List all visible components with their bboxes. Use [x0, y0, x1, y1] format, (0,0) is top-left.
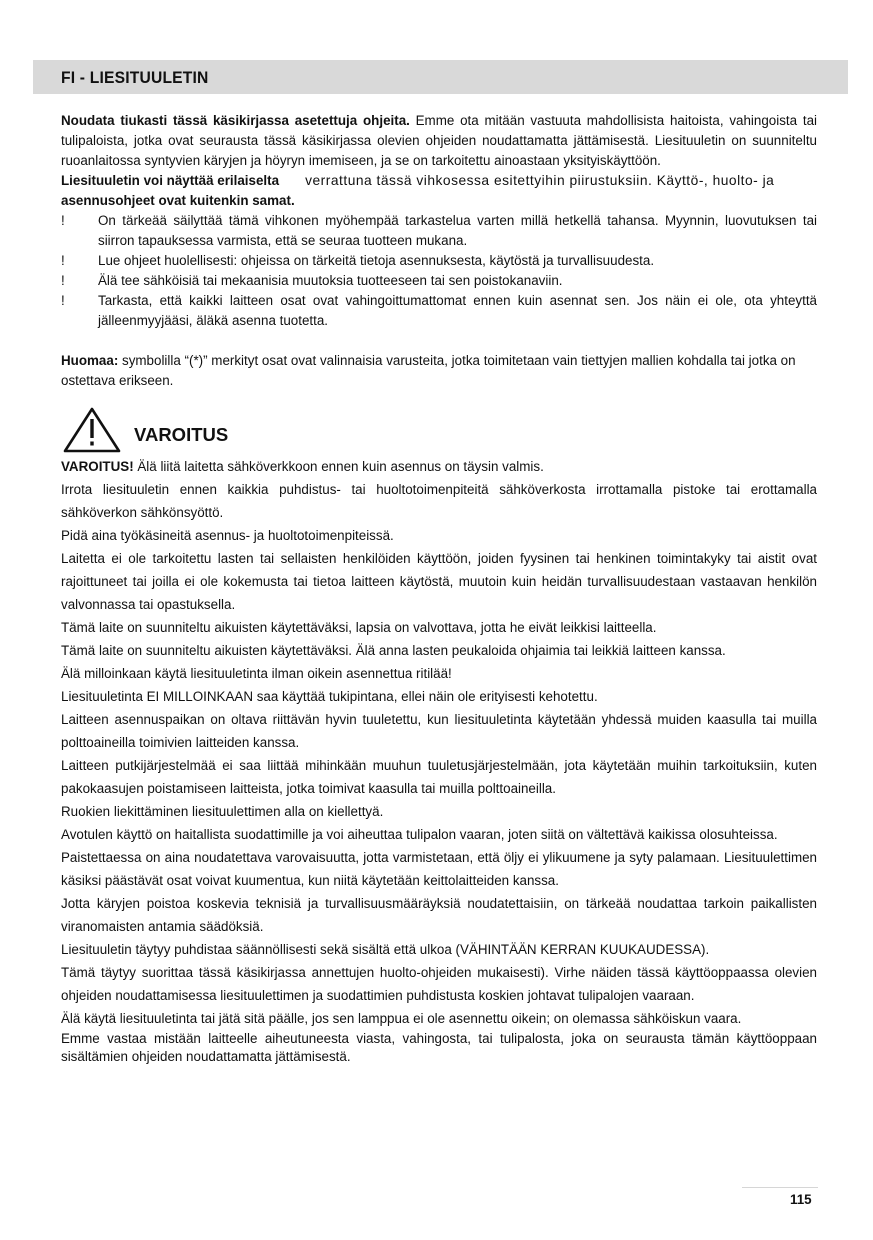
bullet-text: Lue ohjeet huolellisesti: ohjeissa on tärkeitä tietoja asennuksesta, käytöstä ja turvallisuudesta.	[98, 253, 655, 268]
warning-paragraph: Älä milloinkaan käytä liesituuletinta ilman oikein asennettua ritilää!	[61, 666, 452, 681]
intro-bold-lead: Noudata tiukasti tässä käsikirjassa asetettuja ohjeita.	[61, 113, 410, 128]
intro-second-bold-end: asennusohjeet ovat kuitenkin samat.	[61, 193, 295, 208]
section-title: FI - LIESITUULETIN	[61, 68, 209, 87]
intro-text: Emme ota mitään vastuuta mahdollisista haitoista, vahingoista tai tulipaloista, jotka ovat seurausta tässä käsikirjassa olevien ohjeiden noudattamatta jättämisestä. Liesituuletin on suunniteltu ruoanlaitossa syntyvien käryjen ja höyryn imemiseen, ja se on tarkoitettu ainoastaan yksityiskäyttöön.	[61, 113, 817, 168]
intro-paragraph	[61, 111, 817, 171]
intro-second-text: verrattuna tässä vihkosessa esitettyihin piirustuksiin. Käyttö-, huolto- ja	[305, 173, 775, 188]
warning-paragraph: Älä käytä liesituuletinta tai jätä sitä päälle, jos sen lamppua ei ole asennettu oikein; on olemassa sähköiskun vaara.	[61, 1011, 742, 1026]
intro-second-bold: Liesituuletin voi näyttää erilaiselta	[61, 173, 280, 188]
warning-paragraph: Irrota liesituuletin ennen kaikkia puhdistus- tai huoltotoimenpiteitä sähköverkosta irrottamalla pistoke tai erottamalla sähköverkon sähkönsyöttö.	[61, 482, 817, 520]
warning-heading	[61, 402, 817, 452]
warning-paragraph: Avotulen käyttö on haitallista suodattimille ja voi aiheuttaa tulipalon vaaran, joten siitä on vältettävä kaikissa olosuhteissa.	[61, 827, 778, 842]
bullet-text: Tarkasta, että kaikki laitteen osat ovat vahingoittumattomat ennen kuin asennat sen. Jos näin ei ole, ota yhteyttä jälleenmyyjääsi, äläkä asenna tuotetta.	[98, 293, 817, 328]
warning-paragraph: Laitteen putkijärjestelmää ei saa liittää mihinkään muuhun tuuletusjärjestelmään, jota käytetään muihin tarkoituksiin, kuten pakokaasujen poistamiseen laitteista, jotka toimivat kaasulla tai muilla polttoaineilla.	[61, 758, 817, 796]
bullet-item	[61, 291, 817, 331]
warning-paragraph: Laitetta ei ole tarkoitettu lasten tai sellaisten henkilöiden käyttöön, joiden fyysinen tai henkinen toimintakyky tai aistit ovat rajoittuneet tai joilla ei ole kokemusta tai tietoa laitteen käytöstä, muutoin kuin heidän turvallisuudestaan vastaavan henkilön valvonnassa tai opastuksella.	[61, 551, 817, 612]
section-header-band	[33, 60, 848, 94]
warning-paragraph: Tämä täytyy suorittaa tässä käsikirjassa annettujen huolto-ohjeiden mukaisesti). Virhe näiden tässä käyttöoppaassa olevien ohjeiden noudattamisessa liesituulettimen ja suodattimien puhdistusta koskien johtavat tulipalojen vaaraan.	[61, 965, 817, 1003]
exclamation-bullet-icon: !	[61, 253, 65, 268]
exclamation-bullet-icon: !	[61, 293, 65, 308]
warning-paragraph: Jotta käryjen poistoa koskevia teknisiä ja turvallisuusmääräyksiä noudatettaisiin, on tärkeää noudattaa tarkoin paikallisten viranomaisten antamia säädöksiä.	[61, 896, 817, 934]
warning-first-text: Älä liitä laitetta sähköverkkoon ennen kuin asennus on täysin valmis.	[133, 459, 544, 474]
warning-paragraph: Liesituuletin täytyy puhdistaa säännöllisesti sekä sisältä että ulkoa (VÄHINTÄÄN KERRAN KUUKAUDESSA).	[61, 942, 710, 957]
note-paragraph	[61, 351, 817, 391]
bullet-item	[61, 251, 817, 271]
warning-paragraph: Laitteen asennuspaikan on oltava riittävän hyvin tuuletettu, kun liesituuletinta käytetään yhdessä muiden kaasulla tai muilla polttoaineilla toimivien laitteiden kanssa.	[61, 712, 817, 750]
bullet-text: On tärkeää säilyttää tämä vihkonen myöhempää tarkastelua varten millä hetkellä tahansa. Myynnin, luovutuksen tai siirron tapauksessa varmista, että se seuraa tuotteen mukana.	[98, 213, 817, 248]
note-text: symbolilla “(*)” merkityt osat ovat valinnaisia varusteita, jotka toimitetaan vain tiettyjen mallien kohdalla tai jotka on ostettava erikseen.	[61, 353, 796, 388]
warning-title: VAROITUS	[134, 424, 229, 445]
intro-second-paragraph	[61, 171, 817, 211]
exclamation-bullet-icon: !	[61, 213, 65, 228]
warning-body	[61, 455, 817, 1066]
warning-paragraph: Tämä laite on suunniteltu aikuisten käytettäväksi, lapsia on valvottava, jotta he eivät leikkisi laitteella.	[61, 620, 657, 635]
warning-paragraph: Pidä aina työkäsineitä asennus- ja huoltotoimenpiteissä.	[61, 528, 394, 543]
bullet-item	[61, 211, 817, 251]
warning-paragraph: Tämä laite on suunniteltu aikuisten käytettäväksi. Älä anna lasten peukaloida ohjaimia tai leikkiä laitteen kanssa.	[61, 643, 726, 658]
warning-paragraph: Emme vastaa mistään laitteelle aiheutuneesta viasta, vahingosta, tai tulipalosta, joka on seurausta tämän käyttöoppaan sisältämien ohjeiden noudattamatta jättämisestä.	[61, 1031, 817, 1064]
page-number: 115	[790, 1192, 812, 1207]
instruction-bullet-list	[61, 211, 817, 331]
warning-paragraph: Paistettaessa on aina noudatettava varovaisuutta, jotta varmistetaan, että öljy ei ylikuumene ja syty palamaan. Liesituulettimen käsiksi päästävät osat voivat kuumentua, kun niitä käytetään keittolaitteiden kanssa.	[61, 850, 817, 888]
bullet-text: Älä tee sähköisiä tai mekaanisia muutoksia tuotteeseen tai sen poistokanaviin.	[98, 273, 563, 288]
bullet-item	[61, 271, 817, 291]
footer-rule	[742, 1187, 818, 1188]
warning-paragraph: Ruokien liekittäminen liesituulettimen alla on kiellettyä.	[61, 804, 384, 819]
warning-first-paragraph	[61, 455, 817, 478]
warning-triangle-icon	[62, 406, 122, 454]
document-body	[61, 111, 817, 1066]
exclamation-bullet-icon: !	[61, 273, 65, 288]
note-label: Huomaa:	[61, 353, 119, 368]
warning-paragraph: Liesituuletinta EI MILLOINKAAN saa käyttää tukipintana, ellei näin ole erityisesti kehotettu.	[61, 689, 598, 704]
warning-first-bold: VAROITUS!	[61, 459, 134, 474]
